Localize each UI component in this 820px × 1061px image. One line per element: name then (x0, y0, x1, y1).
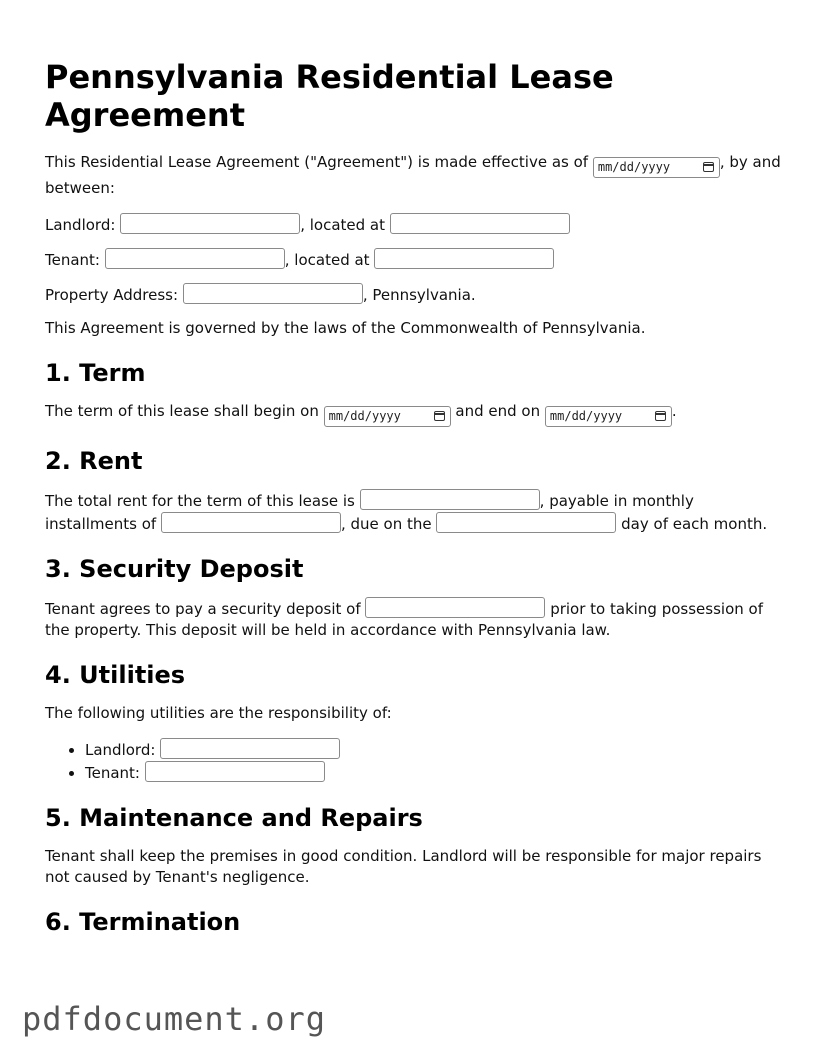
property-suffix: , Pennsylvania. (362, 286, 476, 304)
calendar-icon[interactable] (655, 411, 666, 421)
deposit-text-before: Tenant agrees to pay a security deposit of (45, 600, 361, 618)
section-heading-rent: 2. Rent (45, 447, 143, 475)
maintenance-text: Tenant shall keep the premises in good condition. Landlord will be responsible for major repairs not caused by Tenant's negligence. (45, 847, 762, 886)
utilities-tenant-input[interactable] (145, 761, 325, 782)
term-start-placeholder: mm/dd/yyyy (328, 409, 401, 423)
term-text-end: and end on (455, 402, 541, 420)
rent-text-total: The total rent for the term of this lease is (45, 492, 355, 510)
landlord-line (45, 213, 785, 236)
term-end-date-input[interactable] (545, 406, 672, 427)
watermark-text: pdfdocument.org (22, 1000, 326, 1038)
effective-date-placeholder: mm/dd/yyyy (597, 160, 671, 174)
utilities-text: The following utilities are the responsibility of: (45, 704, 392, 722)
rent-due-day-input[interactable] (436, 512, 616, 533)
total-rent-input[interactable] (360, 489, 540, 510)
term-end-placeholder: mm/dd/yyyy (549, 409, 623, 423)
intro-text: This Residential Lease Agreement ("Agreement") is made effective as of (45, 153, 589, 171)
utilities-landlord-label: Landlord: (85, 741, 156, 759)
list-item (85, 738, 785, 761)
page-title: Pennsylvania Residential Lease Agreement (45, 58, 614, 134)
term-start-date-input[interactable] (324, 406, 451, 427)
utilities-landlord-input[interactable] (160, 738, 340, 759)
security-deposit-input[interactable] (365, 597, 545, 618)
calendar-icon[interactable] (434, 411, 445, 421)
intro-text-after: , by and between: (45, 153, 781, 197)
utilities-tenant-label: Tenant: (85, 764, 140, 782)
rent-paragraph (45, 489, 785, 535)
tenant-address-input[interactable] (374, 248, 554, 269)
calendar-icon[interactable] (703, 162, 714, 172)
tenant-line (45, 248, 785, 271)
tenant-name-input[interactable] (105, 248, 285, 269)
section-heading-deposit: 3. Security Deposit (45, 555, 304, 583)
section-heading-maintenance: 5. Maintenance and Repairs (45, 804, 423, 832)
utilities-list (45, 738, 785, 784)
landlord-located-at: , located at (300, 216, 385, 234)
landlord-label: Landlord: (45, 216, 116, 234)
section-heading-termination: 6. Termination (45, 908, 241, 936)
property-line (45, 283, 785, 306)
monthly-installment-input[interactable] (161, 512, 341, 533)
section-heading-utilities: 4. Utilities (45, 661, 186, 689)
rent-text-day: day of each month. (621, 515, 768, 533)
effective-date-input[interactable] (593, 157, 720, 178)
property-address-input[interactable] (183, 283, 363, 304)
deposit-text-after: prior to taking possession of the property. This deposit will be held in accordance with Pennsylvania law. (45, 600, 763, 639)
landlord-name-input[interactable] (120, 213, 300, 234)
property-label: Property Address: (45, 286, 179, 304)
term-text-begin: The term of this lease shall begin on (45, 402, 319, 420)
lease-document (45, 58, 785, 950)
governing-law-text: This Agreement is governed by the laws of the Commonwealth of Pennsylvania. (45, 319, 646, 337)
deposit-paragraph (45, 597, 785, 641)
landlord-address-input[interactable] (390, 213, 570, 234)
tenant-label: Tenant: (45, 251, 100, 269)
intro-paragraph (45, 152, 785, 199)
rent-text-payable: , payable in monthly installments of (45, 492, 694, 533)
term-paragraph (45, 401, 785, 427)
term-period: . (671, 402, 677, 420)
list-item (85, 761, 785, 784)
section-heading-term: 1. Term (45, 359, 146, 387)
rent-text-due: , due on the (340, 515, 432, 533)
tenant-located-at: , located at (284, 251, 370, 269)
